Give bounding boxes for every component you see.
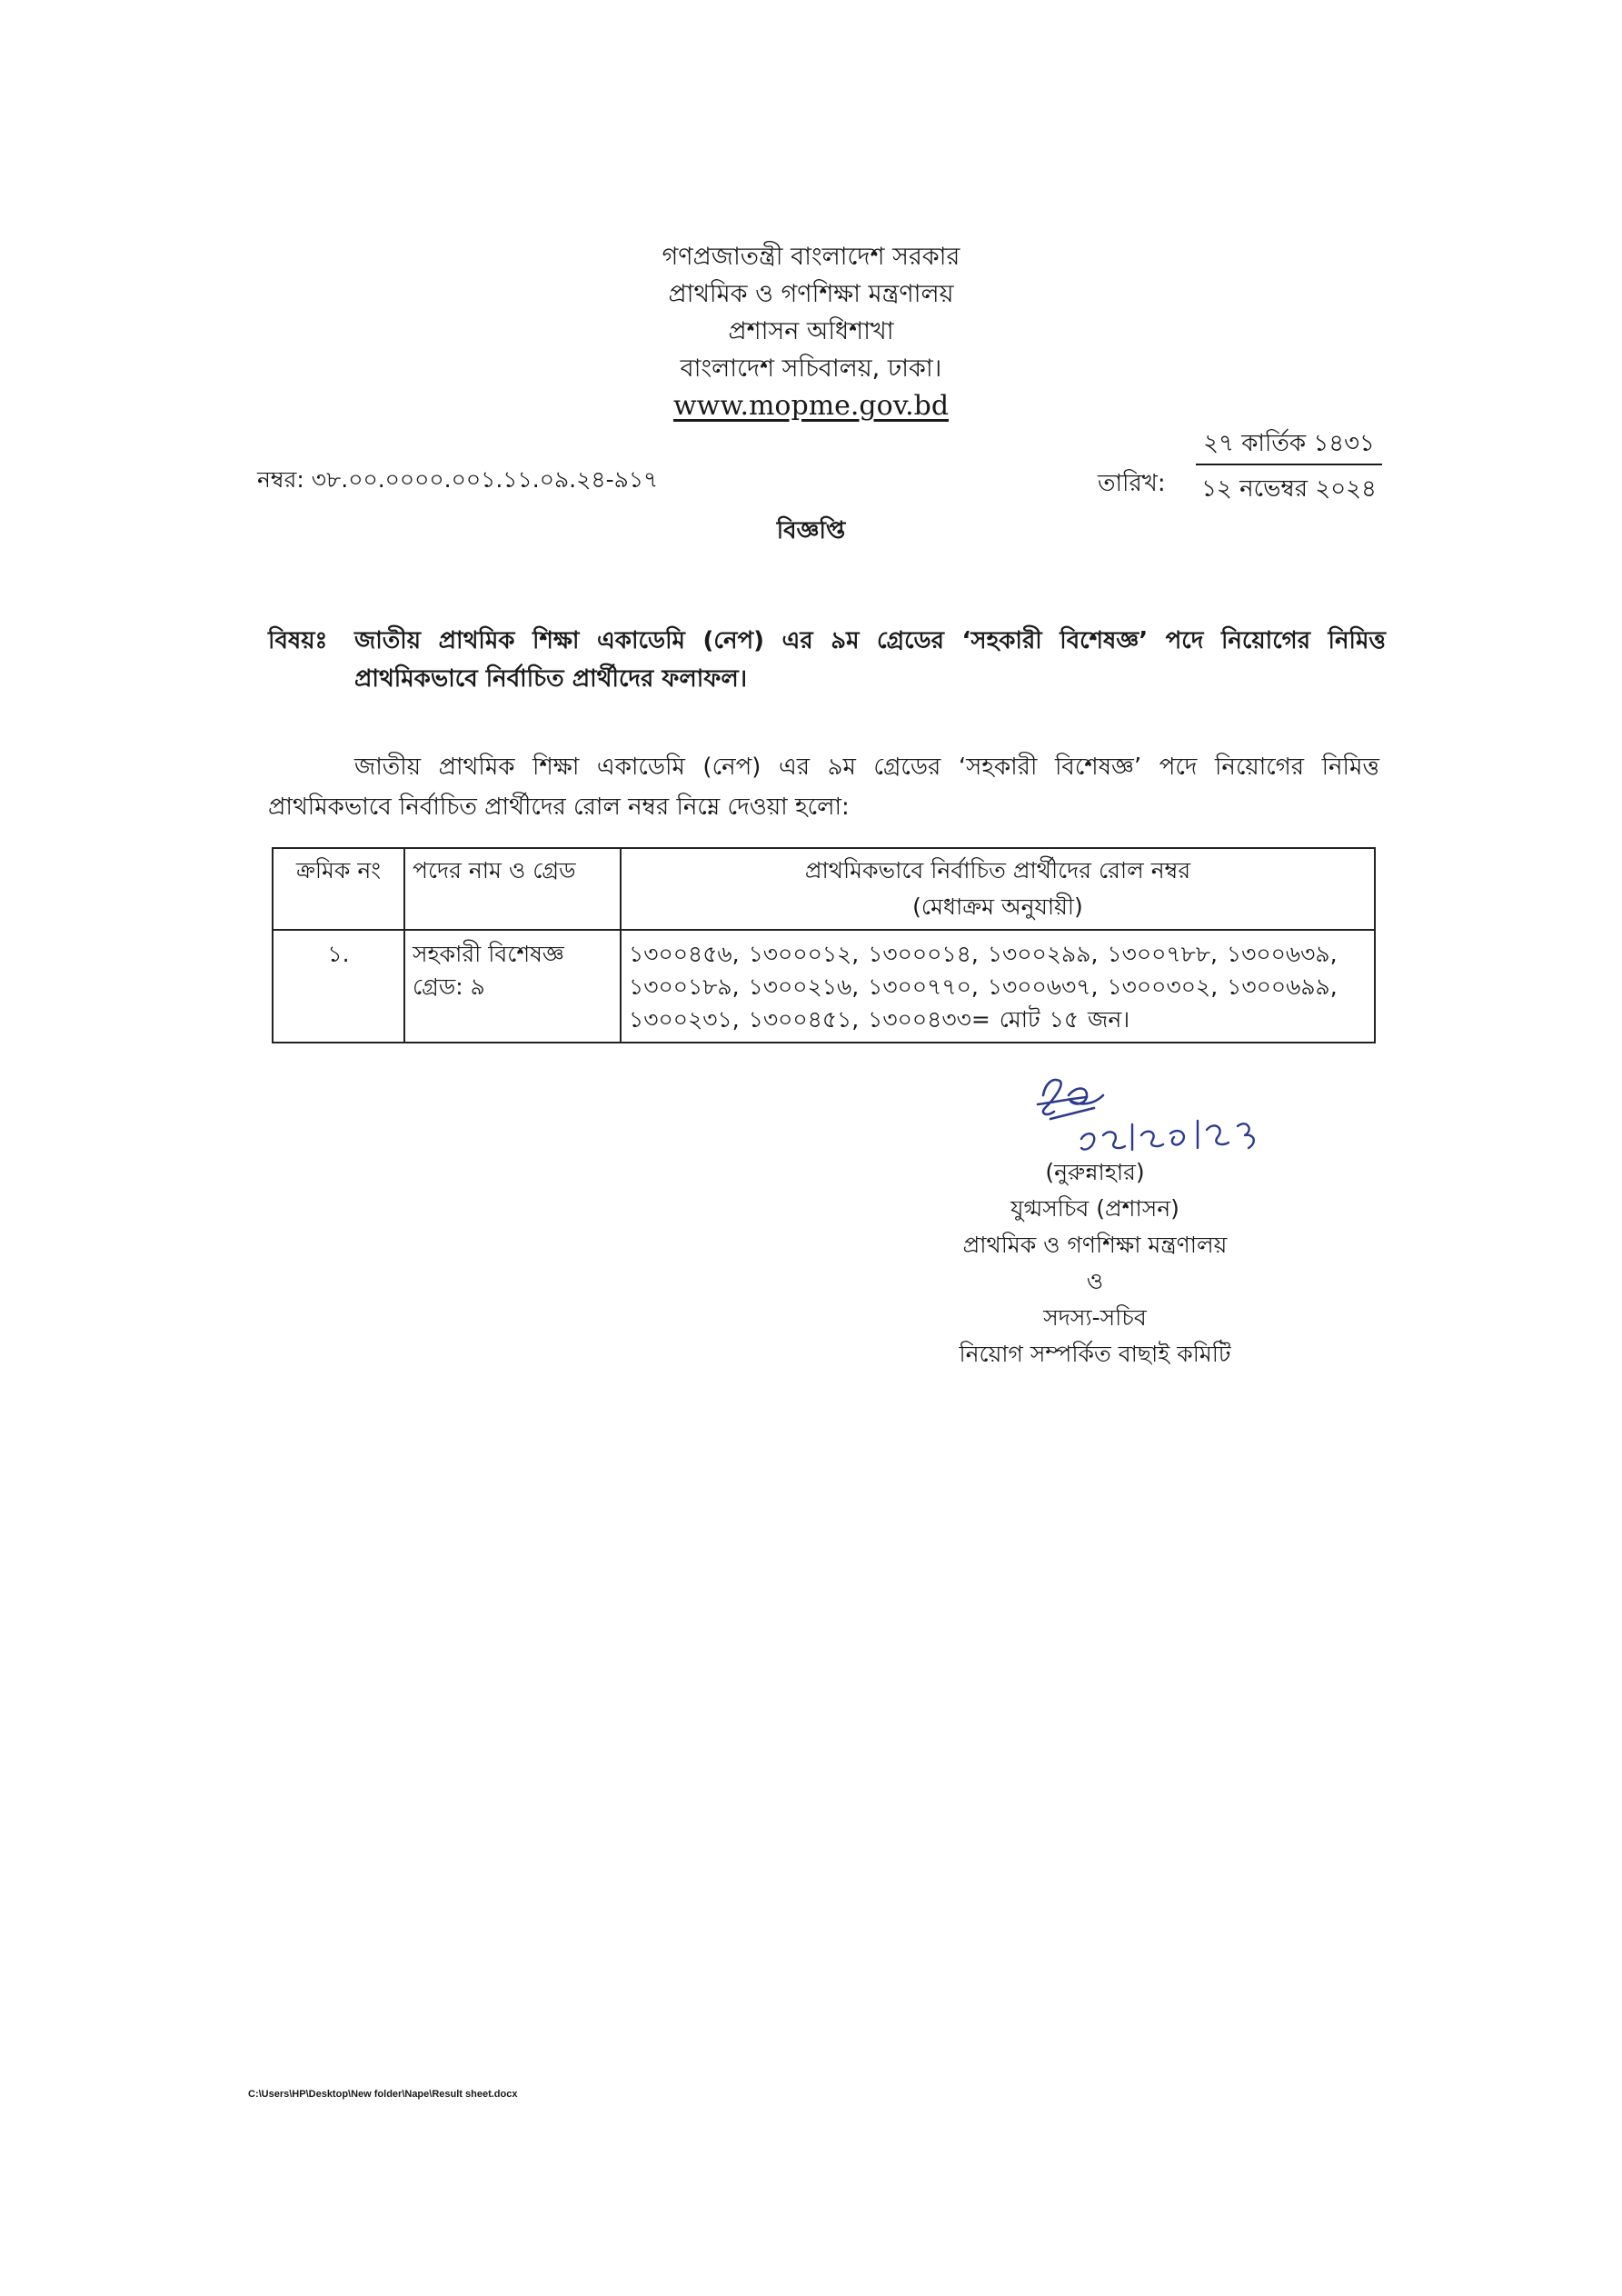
signatory-name: (নুরুন্নাহার) xyxy=(1045,1159,1145,1185)
ministry-name: প্রাথমিক ও গণশিক্ষা মন্ত্রণালয় xyxy=(668,280,954,308)
results-table xyxy=(272,847,1376,1043)
sig-date-digit xyxy=(1170,1131,1184,1144)
file-path-footer: C:\Users\HP\Desktop\New folder\Nape\Result sheet.docx xyxy=(248,2089,518,2100)
branch-name: প্রশাসন অধিশাখা xyxy=(728,317,894,345)
government-name: গণপ্রজাতন্ত্রী বাংলাদেশ সরকার xyxy=(662,243,960,271)
sig-stroke xyxy=(1069,1089,1103,1104)
signatory-role: সদস্য-সচিব xyxy=(1043,1304,1147,1331)
header-rolls-title: প্রাথমিকভাবে নির্বাচিত প্রার্থীদের রোল নম্বর xyxy=(804,857,1191,883)
handwritten-signature xyxy=(909,1068,1345,1159)
header-post: পদের নাম ও গ্রেড xyxy=(404,848,621,930)
website-link[interactable]: www.mopme.gov.bd xyxy=(672,390,950,422)
rolls-line: ১৩০০২৩১, ১৩০০৪৫১, ১৩০০৪৩৩= মোট ১৫ জন। xyxy=(629,1006,1130,1033)
date-fraction xyxy=(1196,425,1382,507)
signatory-designation: যুগ্মসচিব (প্রশাসন) xyxy=(1010,1195,1179,1222)
memo-number: নম্বর: ৩৮.০০.০০০০.০০১.১১.০৯.২৪-৯১৭ xyxy=(257,466,659,493)
table-header-row xyxy=(273,848,1375,930)
notice-title: বিজ্ঞপ্তি xyxy=(776,517,846,544)
date-bangla: ২৭ কার্তিক ১৪৩১ xyxy=(1196,425,1382,465)
sig-date-digit xyxy=(1081,1133,1094,1149)
row-post xyxy=(404,930,621,1043)
row-rolls xyxy=(621,930,1375,1043)
subject-text: জাতীয় প্রাথমিক শিক্ষা একাডেমি (নেপ) এর ৯ম গ্রেডের ‘সহকারী বিশেষজ্ঞ’ পদে নিয়োগের নিমিত্ত প্রাথমিকভাবে নির্বাচিত প্রার্থীদের ফলাফল। xyxy=(354,627,1386,693)
header-serial: ক্রমিক নং xyxy=(273,848,404,930)
signature-image xyxy=(909,1068,1345,1159)
sig-stroke xyxy=(1050,1108,1094,1119)
signatory-block xyxy=(881,1154,1309,1373)
post-grade: গ্রেড: ৯ xyxy=(413,973,485,1000)
date-label: তারিখ: xyxy=(1098,470,1166,497)
sig-date-digit xyxy=(1207,1125,1229,1144)
signatory-ministry: প্রাথমিক ও গণশিক্ষা মন্ত্রণালয় xyxy=(962,1232,1228,1258)
subject-label: বিষয়ঃ xyxy=(268,627,328,654)
header-rolls-note: (মেধাক্রম অনুযায়ী) xyxy=(912,893,1083,920)
office-address: বাংলাদেশ সচিবালয়, ঢাকা। xyxy=(680,354,942,383)
post-name: সহকারী বিশেষজ্ঞ xyxy=(413,941,564,967)
signatory-committee: নিয়োগ সম্পর্কিত বাছাই কমিটি xyxy=(959,1341,1231,1367)
rolls-line: ১৩০০১৮৯, ১৩০০২১৬, ১৩০০৭৭০, ১৩০০৬৩৭, ১৩০০৩০২, ১৩০০৬৯৯, xyxy=(629,973,1338,1000)
date-gregorian: ১২ নভেম্বর ২০২৪ xyxy=(1201,475,1377,503)
rolls-line: ১৩০০৪৫৬, ১৩০০০১২, ১৩০০০১৪, ১৩০০২৯৯, ১৩০০৭৮৮, ১৩০০৬৩৯, xyxy=(629,941,1338,967)
sig-date-digit xyxy=(1103,1132,1125,1148)
header-rolls xyxy=(621,848,1375,930)
row-serial: ১. xyxy=(273,930,404,1043)
sig-date-digit xyxy=(1141,1132,1163,1146)
signatory-conjunction: ও xyxy=(1086,1268,1104,1294)
letterhead xyxy=(0,238,1622,424)
body-paragraph: জাতীয় প্রাথমিক শিক্ষা একাডেমি (নেপ) এর ৯ম গ্রেডের ‘সহকারী বিশেষজ্ঞ’ পদে নিয়োগের নিমিত্ত প্রাথমিকভাবে নির্বাচিত প্রার্থীদের রোল নম্বর নিম্নে দেওয়া হলো: xyxy=(268,754,1379,821)
subject xyxy=(268,622,1386,698)
sig-stroke xyxy=(1043,1080,1061,1114)
table-row xyxy=(273,930,1375,1043)
sig-date-digit xyxy=(1238,1123,1254,1148)
